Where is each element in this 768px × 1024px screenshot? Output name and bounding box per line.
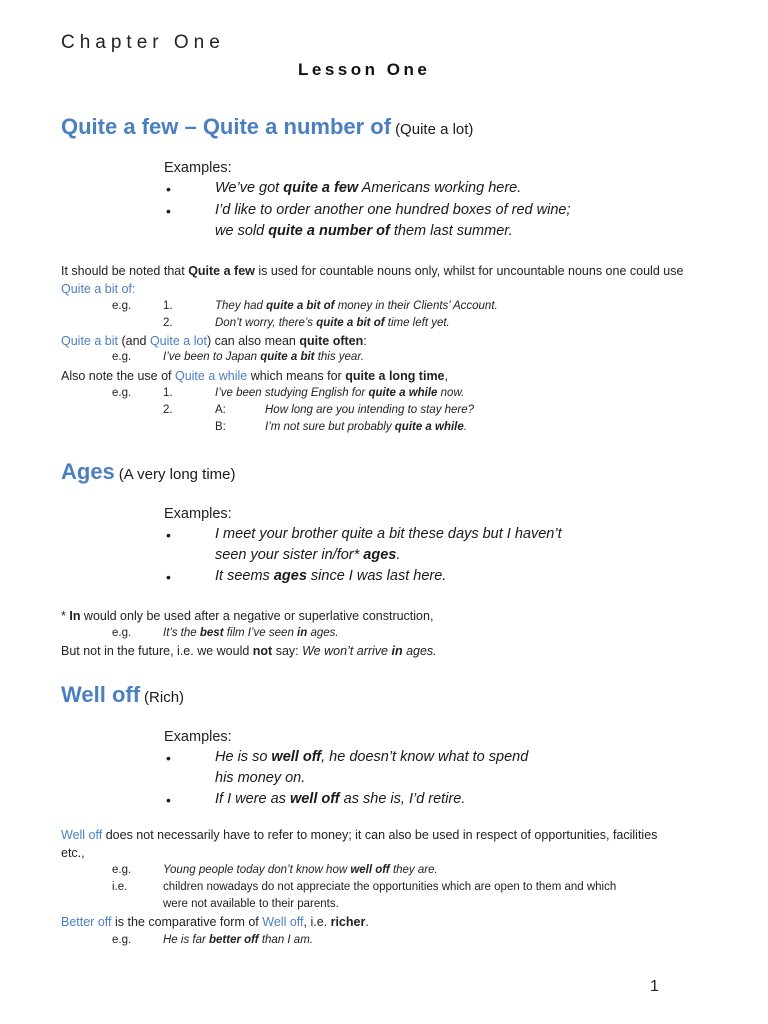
list-number: 2. [163, 317, 173, 329]
example-sentence: his money on. [215, 770, 306, 786]
example-text: They had quite a bit of money in their Clients’ Account. [215, 300, 498, 312]
examples-label: Examples: [164, 506, 232, 522]
bullet-icon: • [166, 792, 171, 808]
example-sentence: It seems ages since I was last here. [215, 568, 447, 584]
speaker-label: A: [215, 404, 226, 416]
speaker-label: B: [215, 421, 226, 433]
example-text: children nowadays do not appreciate the opportunities which are open to them and which [163, 881, 617, 893]
note-text: * In would only be used after a negative or superlative construction, [61, 609, 434, 623]
examples-label: Examples: [164, 160, 232, 176]
example-text: were not available to their parents. [163, 898, 339, 910]
example-text: Don’t worry, there’s quite a bit of time left yet. [215, 317, 450, 329]
note-text: It should be noted that Quite a few is used for countable nouns only, whilst for uncountable nouns one could use [61, 264, 684, 278]
example-text: I’ve been to Japan quite a bit this year. [163, 351, 364, 363]
note-text: etc., [61, 846, 85, 860]
note-text: Well off does not necessarily have to refer to money; it can also be used in respect of opportunities, facilities [61, 828, 658, 842]
note-text: Quite a bit of: [61, 282, 136, 296]
heading-text: Ages [61, 459, 115, 484]
example-text: I’ve been studying English for quite a while now. [215, 387, 465, 399]
heading-subtitle: (Rich) [144, 689, 185, 706]
eg-label: e.g. [112, 934, 132, 946]
list-number: 1. [163, 387, 173, 399]
examples-label: Examples: [164, 729, 232, 745]
example-text: It’s the best film I’ve seen in ages. [163, 627, 339, 639]
bullet-icon: • [166, 527, 171, 543]
bullet-icon: • [166, 203, 171, 219]
heading-text: Quite a few – Quite a number of [61, 114, 392, 139]
example-sentence: We’ve got quite a few Americans working here. [215, 180, 522, 196]
eg-label: e.g. [112, 627, 132, 639]
note-text: But not in the future, i.e. we would not say: We won’t arrive in ages. [61, 644, 437, 658]
example-sentence: seen your sister in/for* ages. [215, 547, 401, 563]
bullet-icon: • [166, 750, 171, 766]
note-text: Better off is the comparative form of Well off, i.e. richer. [61, 915, 369, 929]
section-heading-well-off [61, 682, 184, 708]
bullet-icon: • [166, 569, 171, 585]
list-number: 1. [163, 300, 173, 312]
chapter-title: Chapter One [61, 32, 225, 53]
heading-subtitle: (Quite a lot) [395, 121, 474, 138]
eg-label: e.g. [112, 351, 132, 363]
eg-label: e.g. [112, 387, 132, 399]
bullet-icon: • [166, 181, 171, 197]
eg-label: e.g. [112, 300, 132, 312]
lesson-title: Lesson One [298, 60, 431, 79]
ie-label: i.e. [112, 881, 128, 893]
example-sentence: we sold quite a number of them last summer. [215, 223, 513, 239]
example-text: He is far better off than I am. [163, 934, 313, 946]
example-sentence: I meet your brother quite a bit these days but I haven’t [215, 526, 562, 542]
heading-text: Well off [61, 682, 141, 707]
page-number: 1 [650, 978, 659, 995]
example-text: I’m not sure but probably quite a while. [265, 421, 467, 433]
section-heading-ages [61, 459, 236, 485]
example-sentence: I’d like to order another one hundred boxes of red wine; [215, 202, 571, 218]
heading-subtitle: (A very long time) [118, 466, 236, 483]
example-text: Young people today don’t know how well off they are. [163, 864, 438, 876]
note-text: Quite a bit (and Quite a lot) can also mean quite often: [61, 334, 367, 348]
example-sentence: If I were as well off as she is, I’d retire. [215, 791, 466, 807]
note-text: Also note the use of Quite a while which means for quite a long time, [61, 369, 448, 383]
section-heading-quite-a-few [61, 114, 473, 140]
eg-label: e.g. [112, 864, 132, 876]
example-sentence: He is so well off, he doesn’t know what to spend [215, 749, 529, 765]
list-number: 2. [163, 404, 173, 416]
example-text: How long are you intending to stay here? [265, 404, 475, 416]
